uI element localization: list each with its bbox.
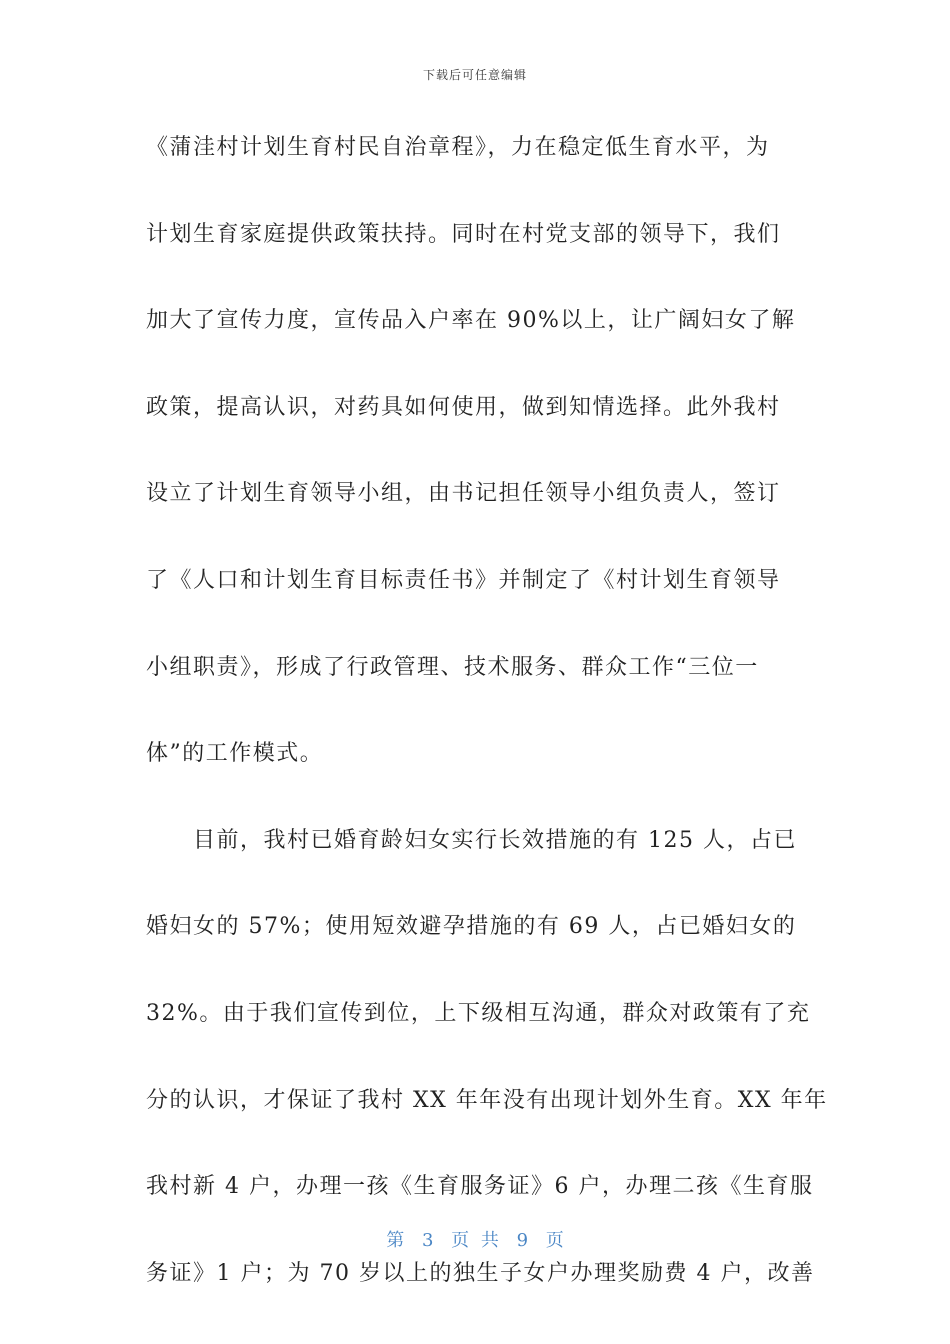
- text-line: 加大了宣传力度，宣传品入户率在 90%以上，让广阔妇女了解: [146, 308, 796, 334]
- text-line: 政策，提高认识，对药具如何使用，做到知情选择。此外我村: [146, 394, 781, 420]
- page-number-footer: [0, 1226, 950, 1252]
- text-line: 32%。由于我们宣传到位，上下级相互沟通，群众对政策有了充: [146, 1000, 811, 1026]
- text-line: 小组职责》，形成了行政管理、技术服务、群众工作“三位一: [146, 654, 759, 680]
- page-middle-text: 页 共: [451, 1230, 499, 1251]
- current-page-number: 3: [421, 1230, 434, 1251]
- header-note: 下载后可任意编辑: [422, 68, 527, 82]
- text-line: 设立了计划生育领导小组，由书记担任领导小组负责人，签订: [146, 481, 781, 507]
- text-line: 了《人口和计划生育目标责任书》并制定了《村计划生育领导: [146, 567, 781, 593]
- text-line: 务证》1 户；为 70 岁以上的独生子女户办理奖励费 4 户，改善: [146, 1260, 815, 1286]
- text-line: 计划生育家庭提供政策扶持。同时在村党支部的领导下，我们: [146, 221, 781, 247]
- text-line: 体”的工作模式。: [146, 741, 324, 767]
- page-prefix: 第: [386, 1230, 405, 1251]
- total-page-number: 9: [516, 1230, 529, 1251]
- text-line: 婚妇女的 57%；使用短效避孕措施的有 69 人，占已婚妇女的: [146, 914, 797, 940]
- text-line: 我村新 4 户，办理一孩《生育服务证》6 户，办理二孩《生育服: [146, 1174, 814, 1200]
- text-line: 分的认识，才保证了我村 XX 年年没有出现计划外生育。XX 年年: [146, 1087, 828, 1113]
- text-line: 《蒲洼村计划生育村民自治章程》，力在稳定低生育水平，为: [146, 135, 770, 160]
- text-line: 目前，我村已婚育龄妇女实行长效措施的有 125 人，占已: [146, 827, 797, 853]
- page-suffix: 页: [545, 1230, 564, 1251]
- document-body: [146, 126, 828, 1338]
